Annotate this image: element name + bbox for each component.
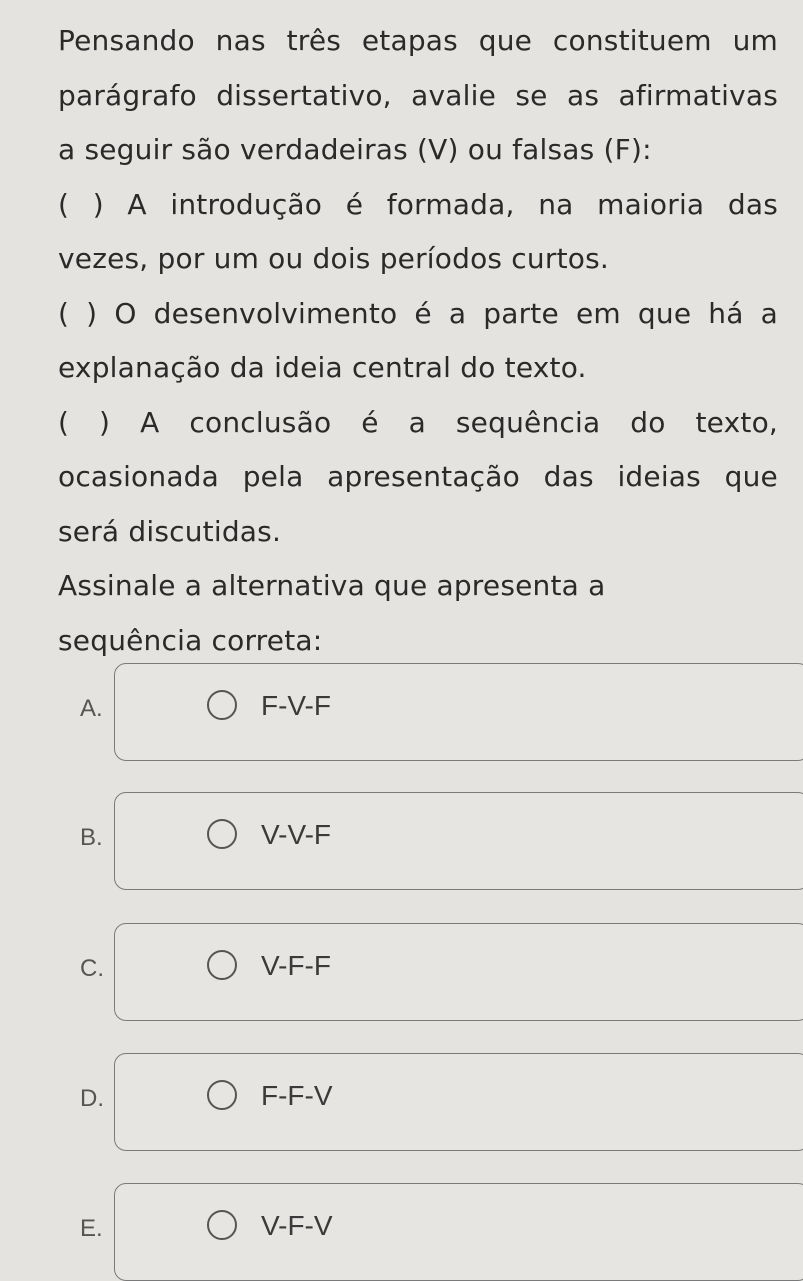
statement-1-line: vezes, por um ou dois períodos curtos. [58, 242, 609, 275]
option-e[interactable] [58, 1183, 778, 1255]
question-line: Pensando nas três etapas que constituem um [58, 24, 778, 57]
radio-circle-icon[interactable] [207, 690, 237, 720]
statement-2-line: ( ) O desenvolvimento é a parte em que há a [58, 296, 778, 330]
question-text [58, 14, 778, 668]
radio-circle-icon[interactable] [207, 1080, 237, 1110]
instruction-line: Assinale a alternativa que apresenta a [58, 569, 606, 602]
option-box[interactable] [114, 923, 803, 1021]
option-b[interactable] [58, 792, 778, 888]
question-line: a seguir são verdadeiras (V) ou falsas (F): [58, 133, 652, 166]
option-a[interactable] [58, 663, 778, 759]
statement-3-line: ( ) A conclusão é a sequência do texto, [58, 405, 778, 439]
statement-3-line: será discutidas. [58, 514, 282, 548]
option-label: V-F-F [261, 950, 331, 981]
option-box[interactable] [114, 1053, 803, 1151]
option-box[interactable] [114, 663, 803, 761]
question-line: parágrafo dissertativo, avalie se as afirmativas [58, 78, 778, 112]
radio-circle-icon[interactable] [207, 950, 237, 980]
radio-circle-icon[interactable] [207, 819, 237, 849]
option-c[interactable] [58, 923, 778, 1019]
option-letter: D. [80, 1085, 104, 1112]
option-box[interactable] [114, 792, 803, 890]
instruction-line: sequência correta: [58, 623, 323, 657]
option-box[interactable] [114, 1183, 803, 1281]
option-label: V-F-V [261, 1210, 333, 1241]
option-label: F-F-V [261, 1080, 333, 1111]
statement-3-line: ocasionada pela apresentação das ideias que [58, 460, 778, 493]
option-letter: C. [80, 955, 104, 982]
option-d[interactable] [58, 1053, 778, 1149]
option-letter: E. [80, 1215, 103, 1242]
radio-circle-icon[interactable] [207, 1210, 237, 1240]
statement-2-line: explanação da ideia central do texto. [58, 351, 587, 384]
option-letter: B. [80, 824, 103, 851]
option-label: F-V-F [261, 690, 331, 721]
statement-1-line: ( ) A introdução é formada, na maioria das [58, 187, 778, 221]
option-letter: A. [80, 695, 103, 722]
option-label: V-V-F [261, 819, 332, 850]
